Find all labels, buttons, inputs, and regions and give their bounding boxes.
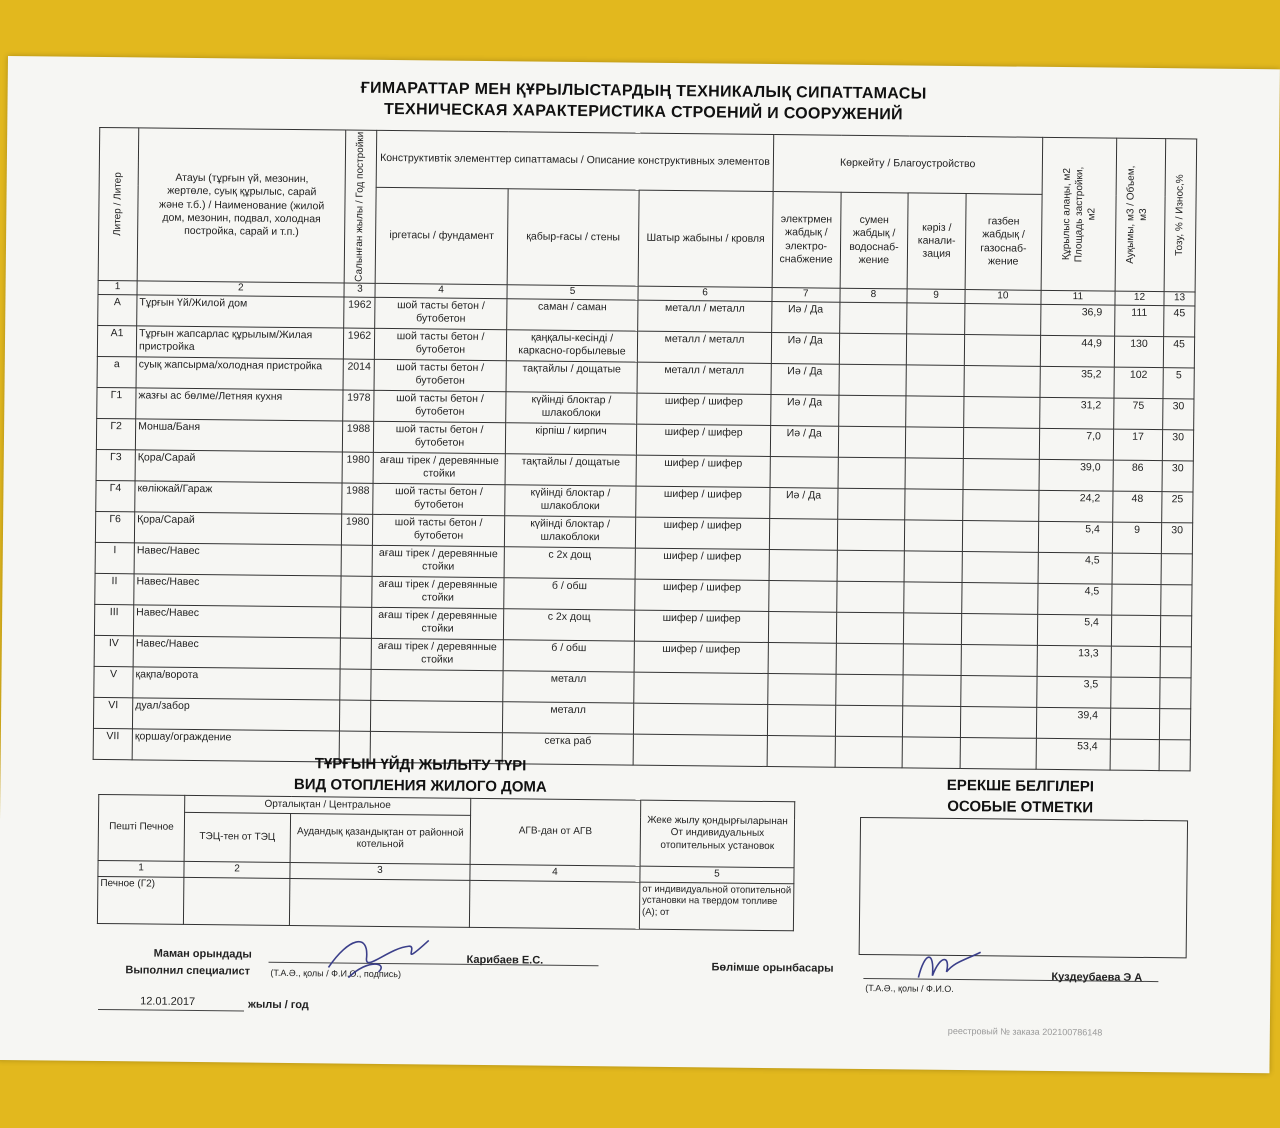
cell-name: көлікжай/Гараж bbox=[135, 480, 343, 513]
cell-roof: шифер / шифер bbox=[636, 517, 770, 549]
title-ru: ТЕХНИЧЕСКАЯ ХАРАКТЕРИСТИКА СТРОЕНИЙ И СООРУЖЕНИЙ bbox=[383, 100, 903, 124]
cell-water bbox=[839, 302, 907, 334]
cell-wear bbox=[1160, 615, 1191, 646]
date-value: 12.01.2017 bbox=[140, 995, 196, 1009]
cell-wear bbox=[1160, 677, 1191, 708]
cell-electric bbox=[768, 580, 836, 612]
cell-volume bbox=[1111, 615, 1161, 647]
cell-volume: 86 bbox=[1113, 460, 1163, 492]
column-number: 8 bbox=[840, 288, 908, 302]
heating-column-number: 4 bbox=[470, 864, 640, 881]
heating-stove-header: Пешті Печное bbox=[98, 794, 185, 861]
cell-water bbox=[839, 333, 907, 365]
cell-year: 1988 bbox=[343, 421, 374, 452]
cell-walls: қаңқалы-кесінді / каркасно-горбылевые bbox=[506, 329, 638, 361]
header-walls: қабыр-ғасы / стены bbox=[507, 189, 639, 286]
cell-roof: шифер / шифер bbox=[637, 424, 771, 456]
column-number: 4 bbox=[375, 283, 507, 298]
cell-walls: саман / саман bbox=[506, 298, 638, 330]
header-area: Құрылыс алаңы, м2 Площадь застройки, м2 bbox=[1041, 137, 1117, 291]
heating-central-header: Орталықтан / Центральное bbox=[185, 795, 471, 815]
cell-sewer bbox=[906, 427, 964, 459]
cell-sewer bbox=[906, 365, 964, 397]
cell-wear: 30 bbox=[1161, 522, 1192, 553]
cell-foundation: ағаш тірек / деревянные стойки bbox=[372, 607, 504, 639]
cell-roof: шифер / шифер bbox=[636, 455, 770, 487]
cell-walls: сетка раб bbox=[502, 732, 634, 764]
cell-sewer bbox=[903, 675, 961, 707]
heating-column-number: 2 bbox=[184, 861, 290, 878]
cell-electric: Иә / Да bbox=[771, 301, 839, 333]
header-wear: Тозу, % / Износ,% bbox=[1164, 139, 1196, 292]
cell-volume bbox=[1111, 646, 1161, 678]
cell-foundation: шой тасты бетон / бутобетон bbox=[373, 483, 505, 515]
cell-walls: күйінді блоктар / шлакоблоки bbox=[504, 515, 636, 547]
date-line bbox=[98, 1009, 244, 1012]
cell-sewer bbox=[906, 396, 964, 428]
column-number: 1 bbox=[98, 281, 137, 295]
cell-electric: Иә / Да bbox=[769, 487, 837, 519]
cell-foundation: ағаш тірек / деревянные стойки bbox=[371, 638, 503, 670]
notes-box bbox=[859, 817, 1188, 958]
cell-water bbox=[838, 457, 906, 489]
cell-sewer bbox=[905, 489, 963, 521]
cell-wear bbox=[1160, 708, 1191, 739]
heating-agv-value bbox=[469, 880, 639, 929]
cell-name: Навес/Навес bbox=[133, 635, 341, 668]
header-gas: газбен жабдық / газоснаб-жение bbox=[965, 194, 1042, 291]
cell-walls: тақтайлы / дощатые bbox=[506, 360, 638, 392]
cell-liter: Г3 bbox=[96, 449, 135, 480]
cell-gas bbox=[961, 675, 1037, 707]
heating-table bbox=[97, 794, 795, 931]
cell-wear: 45 bbox=[1163, 336, 1194, 367]
column-number: 7 bbox=[772, 288, 840, 302]
cell-liter: II bbox=[95, 573, 134, 604]
cell-roof bbox=[633, 734, 767, 766]
cell-sewer bbox=[904, 551, 962, 583]
cell-roof: шифер / шифер bbox=[636, 486, 770, 518]
cell-roof: шифер / шифер bbox=[634, 641, 768, 673]
cell-area: 4,5 bbox=[1038, 583, 1112, 615]
cell-gas bbox=[962, 520, 1038, 552]
header-name: Атауы (тұрғын үй, мезонин, жертөле, суық құрылыс, сарай және т.б.) / Наименование (жилой дом, мезонин, подвал, холодная постройка, сарай и т.п.) bbox=[137, 128, 346, 283]
specialist-hint: (Т.А.Ә., қолы / Ф.И.О., подпись) bbox=[270, 967, 402, 980]
cell-sewer bbox=[902, 737, 960, 769]
cell-area: 5,4 bbox=[1037, 614, 1111, 646]
cell-area: 39,0 bbox=[1039, 459, 1113, 491]
cell-liter: III bbox=[94, 604, 133, 635]
cell-foundation: шой тасты бетон / бутобетон bbox=[374, 359, 506, 391]
cell-area: 4,5 bbox=[1038, 552, 1112, 584]
cell-water bbox=[838, 426, 906, 458]
specialist-name: Карибаев Е.С. bbox=[466, 953, 544, 967]
cell-name: Тұрғын Үй/Жилой дом bbox=[137, 294, 345, 327]
cell-foundation: шой тасты бетон / бутобетон bbox=[375, 297, 507, 329]
header-water: сумен жабдық / водоснаб-жение bbox=[840, 192, 909, 289]
cell-walls: с 2х дощ bbox=[504, 546, 636, 578]
cell-wear: 5 bbox=[1163, 367, 1194, 398]
cell-electric bbox=[769, 549, 837, 581]
cell-name: Навес/Навес bbox=[133, 604, 341, 637]
header-volume: Ауқымы, м3 / Объем, м3 bbox=[1115, 138, 1166, 292]
cell-walls: с 2х дощ bbox=[503, 608, 635, 640]
specialist-signature-icon bbox=[318, 927, 439, 984]
cell-year: 1978 bbox=[343, 390, 374, 421]
cell-electric: Иә / Да bbox=[770, 425, 838, 457]
cell-water bbox=[837, 550, 905, 582]
column-number: 12 bbox=[1115, 291, 1164, 305]
cell-name: Навес/Навес bbox=[134, 542, 342, 575]
cell-electric bbox=[768, 611, 836, 643]
cell-liter: Г1 bbox=[97, 387, 136, 418]
cell-gas bbox=[964, 334, 1040, 366]
heating-title-ru: ВИД ОТОПЛЕНИЯ ЖИЛОГО ДОМА bbox=[293, 776, 547, 796]
cell-area: 36,9 bbox=[1041, 304, 1115, 336]
cell-foundation: ағаш тірек / деревянные стойки bbox=[372, 545, 504, 577]
cell-electric bbox=[768, 642, 836, 674]
cell-area: 44,9 bbox=[1040, 335, 1114, 367]
notes-title-ru: ОСОБЫЕ ОТМЕТКИ bbox=[947, 797, 1094, 817]
cell-water bbox=[835, 705, 903, 737]
cell-walls: кірпіш / кирпич bbox=[505, 422, 637, 454]
column-number: 2 bbox=[137, 281, 345, 297]
cell-area: 5,4 bbox=[1038, 521, 1112, 553]
cell-water bbox=[836, 643, 904, 675]
header-electric: электрмен жабдық / электро-снабжение bbox=[772, 192, 841, 289]
cell-gas bbox=[963, 396, 1039, 428]
heating-individual-header: Жеке жылу қондырғыларынан От индивидуальных отопительных установок bbox=[640, 800, 795, 868]
cell-foundation: шой тасты бетон / бутобетон bbox=[374, 390, 506, 422]
cell-volume: 130 bbox=[1114, 336, 1164, 368]
cell-liter: VI bbox=[93, 697, 132, 728]
deputy-label: Бөлімше орынбасары bbox=[711, 961, 834, 975]
cell-liter: А bbox=[98, 294, 137, 325]
column-number: 6 bbox=[638, 286, 772, 301]
header-year: Салынған жылы / Год постройки bbox=[345, 130, 377, 283]
cell-liter: а bbox=[97, 356, 136, 387]
cell-wear: 25 bbox=[1162, 491, 1193, 522]
cell-walls: күйінді блоктар / шлакоблоки bbox=[505, 391, 637, 423]
deputy-hint: (Т.А.Ә., қолы / Ф.И.О. bbox=[865, 983, 954, 994]
document-sheet bbox=[0, 56, 1280, 1073]
cell-liter: Г6 bbox=[95, 511, 134, 542]
cell-foundation bbox=[371, 700, 503, 732]
cell-wear bbox=[1160, 646, 1191, 677]
cell-roof: шифер / шифер bbox=[635, 610, 769, 642]
cell-area: 31,2 bbox=[1040, 397, 1114, 429]
table-body bbox=[93, 294, 1195, 770]
buildings-table bbox=[93, 127, 1198, 771]
cell-wear: 45 bbox=[1164, 305, 1195, 336]
notes-title-kz: ЕРЕКШЕ БЕЛГІЛЕРІ bbox=[946, 776, 1095, 796]
header-liter: Литер / Литер bbox=[98, 127, 139, 281]
cell-area: 39,4 bbox=[1036, 707, 1110, 739]
heating-column-number: 5 bbox=[640, 866, 794, 883]
column-number: 13 bbox=[1164, 292, 1195, 306]
cell-foundation: шой тасты бетон / бутобетон bbox=[374, 421, 506, 453]
cell-year bbox=[340, 669, 371, 700]
cell-wear bbox=[1161, 584, 1192, 615]
cell-name: қоршау/ограждение bbox=[132, 728, 340, 761]
cell-water bbox=[835, 736, 903, 768]
cell-water bbox=[837, 519, 905, 551]
cell-volume: 111 bbox=[1114, 305, 1164, 337]
cell-volume bbox=[1110, 708, 1160, 740]
heating-stove-value: Печное (Г2) bbox=[97, 876, 183, 924]
cell-electric: Иә / Да bbox=[770, 394, 838, 426]
cell-volume: 17 bbox=[1113, 429, 1163, 461]
column-number: 11 bbox=[1041, 290, 1115, 304]
column-number: 3 bbox=[344, 283, 375, 297]
cell-roof bbox=[634, 703, 768, 735]
cell-year bbox=[340, 700, 371, 731]
cell-liter: А1 bbox=[97, 325, 136, 356]
heating-column-number: 3 bbox=[290, 862, 470, 879]
cell-electric: Иә / Да bbox=[771, 332, 839, 364]
cell-area: 3,5 bbox=[1037, 676, 1111, 708]
cell-sewer bbox=[904, 613, 962, 645]
heating-district-value bbox=[289, 878, 469, 927]
cell-sewer bbox=[903, 644, 961, 676]
cell-name: Қора/Сарай bbox=[134, 511, 342, 544]
header-roof: Шатыр жабыны / кровля bbox=[638, 190, 773, 288]
cell-sewer bbox=[905, 520, 963, 552]
cell-liter: VII bbox=[93, 728, 132, 759]
cell-electric bbox=[769, 518, 837, 550]
cell-gas bbox=[963, 427, 1039, 459]
header-foundation: іргетасы / фундамент bbox=[375, 187, 507, 284]
cell-water bbox=[835, 674, 903, 706]
cell-year bbox=[342, 545, 373, 576]
cell-water bbox=[836, 612, 904, 644]
column-number: 10 bbox=[965, 290, 1041, 304]
cell-year: 1988 bbox=[342, 483, 373, 514]
cell-volume: 75 bbox=[1113, 398, 1163, 430]
cell-walls: б / обш bbox=[503, 639, 635, 671]
cell-gas bbox=[961, 644, 1037, 676]
cell-wear bbox=[1161, 553, 1192, 584]
cell-gas bbox=[964, 365, 1040, 397]
cell-roof: металл / металл bbox=[637, 362, 771, 394]
heating-district-header: Аудандық қазандықтан от районной котельной bbox=[290, 814, 471, 865]
cell-name: Қора/Сарай bbox=[135, 449, 343, 482]
cell-gas bbox=[961, 613, 1037, 645]
registry-number: реестровый № заказа 202100786148 bbox=[947, 1025, 1103, 1038]
cell-walls: тақтайлы / дощатые bbox=[505, 453, 637, 485]
cell-gas bbox=[960, 737, 1036, 769]
cell-name: Тұрғын жапсарлас құрылым/Жилая пристройка bbox=[136, 325, 344, 358]
cell-gas bbox=[962, 582, 1038, 614]
cell-sewer bbox=[905, 458, 963, 490]
cell-name: жазғы ас бөлме/Летняя кухня bbox=[136, 387, 344, 420]
cell-volume bbox=[1112, 584, 1162, 616]
specialist-label-kz: Маман орындады bbox=[153, 947, 252, 961]
cell-foundation: ағаш тірек / деревянные стойки bbox=[372, 576, 504, 608]
cell-walls: б / обш bbox=[504, 577, 636, 609]
cell-electric bbox=[770, 456, 838, 488]
cell-foundation: ағаш тірек / деревянные стойки bbox=[373, 452, 505, 484]
heating-tec-value bbox=[183, 877, 289, 925]
cell-wear: 30 bbox=[1162, 460, 1193, 491]
cell-year: 1980 bbox=[342, 514, 373, 545]
cell-gas bbox=[962, 551, 1038, 583]
cell-name: қақпа/ворота bbox=[133, 666, 341, 699]
cell-roof bbox=[634, 672, 768, 704]
cell-volume bbox=[1112, 553, 1162, 585]
cell-electric bbox=[768, 673, 836, 705]
cell-area: 35,2 bbox=[1040, 366, 1114, 398]
cell-water bbox=[839, 364, 907, 396]
cell-area: 13,3 bbox=[1037, 645, 1111, 677]
cell-year bbox=[341, 607, 372, 638]
cell-water bbox=[838, 395, 906, 427]
cell-liter: V bbox=[94, 666, 133, 697]
cell-gas bbox=[963, 458, 1039, 490]
cell-gas bbox=[963, 489, 1039, 521]
cell-year: 2014 bbox=[344, 359, 375, 390]
cell-liter: Г2 bbox=[96, 418, 135, 449]
cell-liter: Г4 bbox=[96, 480, 135, 511]
cell-gas bbox=[964, 303, 1040, 335]
cell-year: 1962 bbox=[344, 328, 375, 359]
cell-area: 7,0 bbox=[1039, 428, 1113, 460]
cell-walls: металл bbox=[502, 701, 634, 733]
column-number: 9 bbox=[907, 289, 965, 303]
cell-walls: күйінді блоктар / шлакоблоки bbox=[504, 484, 636, 516]
specialist-label-ru: Выполнил специалист bbox=[125, 964, 251, 978]
header-constructive: Конструктивтік элементтер сипаттамасы / Описание конструктивных элементов bbox=[376, 130, 773, 191]
cell-roof: металл / металл bbox=[638, 300, 772, 332]
cell-name: суық жапсырма/холодная пристройка bbox=[136, 356, 344, 389]
cell-gas bbox=[960, 706, 1036, 738]
heating-column-number: 1 bbox=[98, 860, 184, 876]
cell-name: Монша/Баня bbox=[135, 418, 343, 451]
cell-electric bbox=[767, 735, 835, 767]
cell-year bbox=[341, 576, 372, 607]
cell-wear: 30 bbox=[1163, 398, 1194, 429]
heating-individual-value: от индивидуальной отопительной установки на твердом топливе (А); от bbox=[639, 882, 793, 931]
cell-name: Навес/Навес bbox=[134, 573, 342, 606]
cell-roof: шифер / шифер bbox=[635, 548, 769, 580]
cell-foundation: шой тасты бетон / бутобетон bbox=[375, 328, 507, 360]
cell-sewer bbox=[903, 706, 961, 738]
cell-area: 53,4 bbox=[1036, 738, 1110, 770]
cell-water bbox=[837, 488, 905, 520]
heating-tec-header: ТЭЦ-тен от ТЭЦ bbox=[184, 812, 291, 862]
cell-volume: 102 bbox=[1114, 367, 1164, 399]
cell-water bbox=[836, 581, 904, 613]
cell-year: 1980 bbox=[343, 452, 374, 483]
cell-volume bbox=[1111, 677, 1161, 709]
cell-electric bbox=[767, 704, 835, 736]
cell-area: 24,2 bbox=[1039, 490, 1113, 522]
cell-electric: Иә / Да bbox=[771, 363, 839, 395]
column-number: 5 bbox=[507, 285, 639, 300]
header-improvement: Көркейту / Благоустройство bbox=[773, 135, 1043, 195]
cell-roof: шифер / шифер bbox=[637, 393, 771, 425]
year-label: жылы / год bbox=[248, 998, 309, 1012]
cell-volume bbox=[1110, 739, 1160, 771]
heating-agv-header: АГВ-дан от АГВ bbox=[470, 798, 641, 866]
cell-sewer bbox=[907, 303, 965, 335]
cell-sewer bbox=[907, 334, 965, 366]
cell-roof: металл / металл bbox=[638, 331, 772, 363]
cell-year: 1962 bbox=[344, 297, 375, 328]
cell-foundation bbox=[371, 669, 503, 701]
cell-sewer bbox=[904, 582, 962, 614]
cell-liter: I bbox=[95, 542, 134, 573]
cell-year bbox=[341, 638, 372, 669]
title-kz: ҒИМАРАТТАР МЕН ҚҰРЫЛЫСТАРДЫҢ ТЕХНИКАЛЫҚ СИПАТТАМАСЫ bbox=[360, 79, 927, 103]
cell-wear bbox=[1159, 739, 1190, 770]
deputy-name: Куздеубаева Э А bbox=[1051, 970, 1143, 984]
cell-wear: 30 bbox=[1162, 429, 1193, 460]
cell-foundation: шой тасты бетон / бутобетон bbox=[373, 514, 505, 546]
cell-volume: 48 bbox=[1112, 491, 1162, 523]
cell-walls: металл bbox=[503, 670, 635, 702]
deputy-signature-icon bbox=[910, 942, 990, 991]
cell-volume: 9 bbox=[1112, 522, 1162, 554]
cell-name: дуал/забор bbox=[132, 697, 340, 730]
heating-title-kz: ТҰРҒЫН ҮЙДІ ЖЫЛЫТУ ТҮРІ bbox=[314, 755, 527, 775]
header-sewer: кәріз / канали-зация bbox=[907, 193, 966, 290]
cell-liter: IV bbox=[94, 635, 133, 666]
cell-roof: шифер / шифер bbox=[635, 579, 769, 611]
